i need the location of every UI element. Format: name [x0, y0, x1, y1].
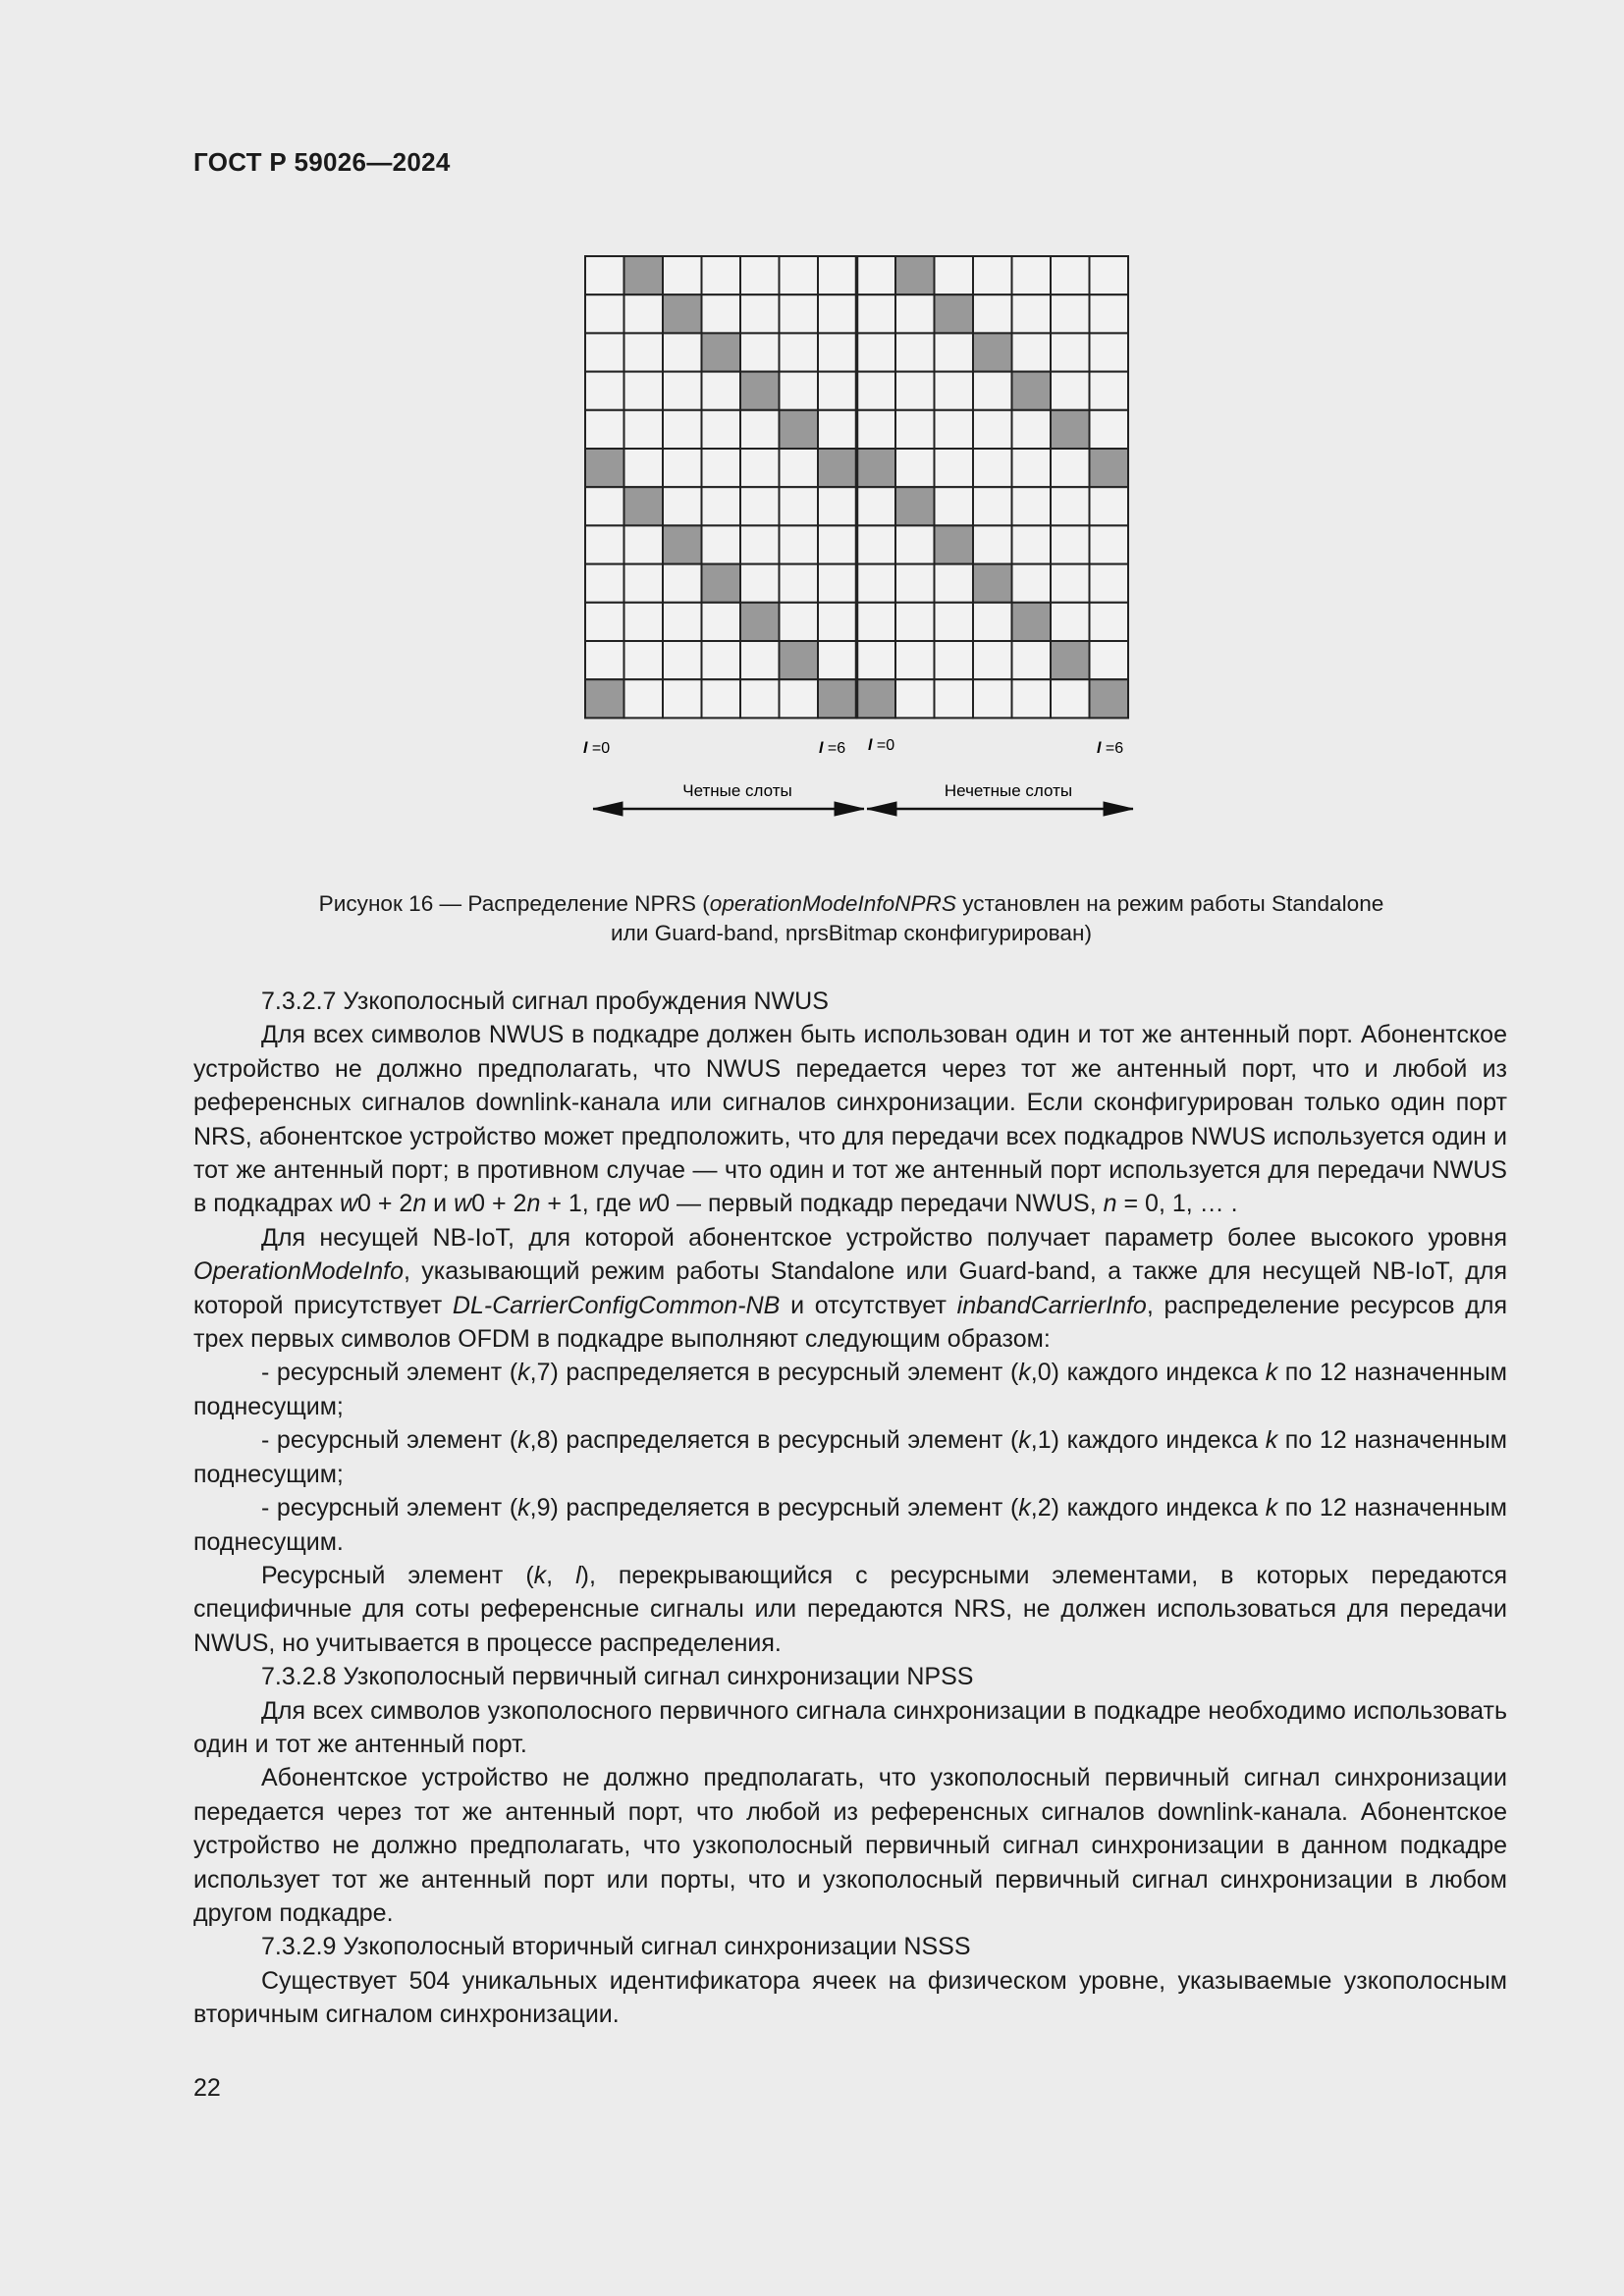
even-slots-arrow — [593, 802, 864, 816]
nprs-cell — [585, 679, 624, 718]
grid-cell — [624, 449, 664, 487]
grid-cell — [973, 294, 1012, 333]
section-title-7327: 7.3.2.7 Узкополосный сигнал пробуждения NWUS — [261, 988, 829, 1015]
grid-cell — [1012, 333, 1052, 371]
grid-cell — [702, 410, 741, 449]
nprs-cell — [663, 525, 702, 563]
nprs-cell — [818, 679, 857, 718]
label-l6-odd: l =6 — [1097, 740, 1124, 757]
grid-cell — [702, 256, 741, 294]
section-title-7328: 7.3.2.8 Узкополосный первичный сигнал синхронизации NPSS — [261, 1663, 974, 1691]
grid-cell — [895, 410, 935, 449]
grid-cell — [935, 333, 974, 371]
nprs-cell — [973, 333, 1012, 371]
grid-cell — [585, 641, 624, 679]
grid-cell — [973, 487, 1012, 525]
grid-cell — [1051, 564, 1090, 603]
grid-cell — [740, 410, 780, 449]
nprs-cell — [585, 449, 624, 487]
paragraph: Ресурсный элемент (k, l), перекрывающийся с ресурсными элементами, в которых передаются специфичные для соты референсные сигналы или передаются NRS, не должен использоваться для передачи NWUS, но учитывается в процессе распределения. — [193, 1561, 1507, 1657]
grid-cell — [818, 564, 857, 603]
grid-cell — [857, 603, 896, 641]
grid-cell — [585, 333, 624, 371]
grid-cell — [1051, 679, 1090, 718]
grid-cell — [973, 449, 1012, 487]
grid-cell — [973, 679, 1012, 718]
grid-cell — [780, 333, 819, 371]
grid-cell — [1051, 449, 1090, 487]
grid-cell — [818, 525, 857, 563]
nprs-cell — [624, 256, 664, 294]
grid-cell — [624, 333, 664, 371]
grid-cell — [780, 449, 819, 487]
grid-cell — [740, 525, 780, 563]
nprs-cell — [780, 641, 819, 679]
grid-cell — [935, 679, 974, 718]
grid-cell — [857, 294, 896, 333]
grid-cell — [585, 487, 624, 525]
grid-cell — [740, 564, 780, 603]
grid-cell — [740, 679, 780, 718]
grid-cell — [857, 525, 896, 563]
grid-cell — [935, 603, 974, 641]
grid-cell — [740, 487, 780, 525]
grid-cell — [702, 525, 741, 563]
grid-cell — [1012, 449, 1052, 487]
list-item: - ресурсный элемент (k,7) распределяется в ресурсный элемент (k,0) каждого индекса k по 12 назначенным поднесущим; — [193, 1359, 1507, 1420]
grid-cell — [895, 333, 935, 371]
grid-cell — [895, 603, 935, 641]
grid-cell — [624, 410, 664, 449]
grid-cell — [1051, 603, 1090, 641]
nprs-cell — [1012, 603, 1052, 641]
grid-cell — [1012, 256, 1052, 294]
grid-cell — [973, 603, 1012, 641]
nprs-cell — [702, 564, 741, 603]
grid-cell — [585, 372, 624, 410]
nprs-cell — [857, 679, 896, 718]
grid-cell — [1012, 641, 1052, 679]
grid-cell — [895, 679, 935, 718]
grid-cell — [1090, 564, 1129, 603]
grid-cell — [663, 372, 702, 410]
grid-cell — [857, 564, 896, 603]
grid-cell — [702, 487, 741, 525]
nprs-cell — [973, 564, 1012, 603]
grid-cell — [1051, 294, 1090, 333]
label-l0-odd: l =0 — [868, 737, 895, 754]
grid-cell — [624, 641, 664, 679]
grid-cell — [1051, 525, 1090, 563]
grid-cell — [818, 487, 857, 525]
nprs-cell — [895, 256, 935, 294]
grid-cell — [624, 294, 664, 333]
grid-cell — [895, 641, 935, 679]
list-item: - ресурсный элемент (k,8) распределяется в ресурсный элемент (k,1) каждого индекса k по 12 назначенным поднесущим; — [193, 1426, 1507, 1488]
grid-cell — [585, 294, 624, 333]
nprs-cell — [780, 410, 819, 449]
figure-caption — [193, 889, 1509, 948]
nprs-cell — [1051, 410, 1090, 449]
grid-cell — [818, 410, 857, 449]
grid-cell — [857, 256, 896, 294]
nprs-cell — [1012, 372, 1052, 410]
grid-cell — [1012, 679, 1052, 718]
paragraph: Абонентское устройство не должно предполагать, что узкополосный первичный сигнал синхронизации передается через тот же антенный порт, что любой из референсных сигналов downlink-канала. Абонентское устройство не должно предполагать, что узкополосный первичный сигнал синхронизации в данном подкадре использует тот же антенный порт или порты, что и узкополосный первичный сигнал синхронизации в любом другом подкадре. — [193, 1764, 1507, 1927]
grid-cell — [624, 372, 664, 410]
grid-cell — [895, 372, 935, 410]
grid-cell — [1012, 294, 1052, 333]
nprs-cell — [1051, 641, 1090, 679]
grid-cell — [663, 679, 702, 718]
label-l6-even: l =6 — [819, 740, 846, 757]
label-even-slots: Четные слоты — [682, 781, 792, 800]
nprs-cell — [624, 487, 664, 525]
nprs-cell — [663, 294, 702, 333]
grid-cell — [935, 256, 974, 294]
grid-cell — [624, 603, 664, 641]
grid-cell — [1051, 487, 1090, 525]
grid-cell — [585, 525, 624, 563]
grid-cell — [780, 564, 819, 603]
caption-line-1: Рисунок 16 — Распределение NPRS (operationModeInfoNPRS установлен на режим работы Standalone — [318, 891, 1384, 916]
grid-cell — [818, 641, 857, 679]
grid-cell — [1012, 564, 1052, 603]
grid-cell — [857, 487, 896, 525]
grid-cell — [1090, 410, 1129, 449]
grid-cell — [780, 256, 819, 294]
grid-cell — [895, 525, 935, 563]
grid-cell — [663, 487, 702, 525]
paragraph: Для несущей NB-IoT, для которой абонентское устройство получает параметр более высокого уровня OperationModeInfo, указывающий режим работы Standalone или Guard-band, а также для несущей NB-IoT, для которой присутствует DL-CarrierConfigCommon-NB и отсутствует inbandCarrierInfo, распределение ресурсов для трех первых символов OFDM в подкадре выполняют следующим образом: — [193, 1223, 1508, 1354]
odd-slots-arrow — [867, 802, 1133, 816]
grid-cell — [740, 333, 780, 371]
nprs-cell — [857, 449, 896, 487]
grid-cell — [818, 294, 857, 333]
grid-cell — [973, 256, 1012, 294]
grid-cell — [857, 641, 896, 679]
grid-cell — [624, 564, 664, 603]
section-title-7329: 7.3.2.9 Узкополосный вторичный сигнал синхронизации NSSS — [261, 1933, 971, 1961]
grid-cell — [857, 410, 896, 449]
document-body — [193, 985, 1507, 2032]
grid-cell — [780, 294, 819, 333]
grid-cell — [624, 679, 664, 718]
grid-cell — [1090, 641, 1129, 679]
grid-cell — [780, 603, 819, 641]
grid-cell — [1090, 256, 1129, 294]
grid-cell — [780, 679, 819, 718]
grid-cell — [818, 333, 857, 371]
grid-cell — [780, 525, 819, 563]
grid-cell — [1090, 333, 1129, 371]
grid-cell — [1090, 487, 1129, 525]
paragraph: Для всех символов NWUS в подкадре должен быть использован один и тот же антенный порт. Абонентское устройство не должно предполагать, что NWUS передается через тот же антенный порт, что и любой из референсных сигналов downlink-канала или сигналов синхронизации. Если сконфигурирован только один порт NRS, абонентское устройство может предположить, что для передачи всех подкадров NWUS используется один и тот же антенный порт; в противном случае — что один и тот же антенный порт используется для передачи NWUS в подкадрах w0 + 2n и w0 + 2n + 1, где w0 — первый подкадр передачи NWUS, n = 0, 1, … . — [193, 1021, 1507, 1218]
grid-cell — [780, 372, 819, 410]
grid-cell — [895, 294, 935, 333]
grid-cell — [740, 641, 780, 679]
grid-cell — [935, 410, 974, 449]
grid-cell — [818, 603, 857, 641]
grid-cell — [1051, 372, 1090, 410]
grid-cell — [702, 641, 741, 679]
grid-cell — [935, 564, 974, 603]
grid-cell — [585, 564, 624, 603]
grid-cell — [1090, 525, 1129, 563]
page-number: 22 — [193, 2074, 221, 2102]
grid-cell — [585, 603, 624, 641]
grid-cell — [973, 641, 1012, 679]
grid-cell — [702, 294, 741, 333]
document-header: ГОСТ Р 59026—2024 — [193, 147, 451, 177]
grid-cell — [702, 449, 741, 487]
resource-grid — [550, 240, 1159, 839]
grid-cell — [973, 525, 1012, 563]
label-odd-slots: Нечетные слоты — [944, 781, 1073, 800]
nprs-cell — [895, 487, 935, 525]
grid-cell — [1012, 410, 1052, 449]
nprs-figure — [550, 240, 1159, 839]
grid-cell — [1090, 294, 1129, 333]
label-l0-even: l =0 — [583, 740, 611, 757]
grid-cell — [1051, 333, 1090, 371]
grid-cell — [740, 256, 780, 294]
grid-cell — [585, 410, 624, 449]
grid-cell — [702, 679, 741, 718]
nprs-cell — [702, 333, 741, 371]
nprs-cell — [1090, 679, 1129, 718]
grid-cell — [857, 333, 896, 371]
nprs-cell — [818, 449, 857, 487]
grid-cell — [702, 603, 741, 641]
grid-cell — [702, 372, 741, 410]
grid-cell — [663, 410, 702, 449]
grid-cell — [935, 449, 974, 487]
grid-cell — [585, 256, 624, 294]
paragraph: Для всех символов узкополосного первичного сигнала синхронизации в подкадре необходимо использовать один и тот же антенный порт. — [193, 1696, 1507, 1758]
grid-cell — [624, 525, 664, 563]
grid-cell — [663, 564, 702, 603]
nprs-cell — [1090, 449, 1129, 487]
grid-cell — [1090, 603, 1129, 641]
nprs-cell — [935, 294, 974, 333]
grid-cell — [973, 372, 1012, 410]
grid-cell — [895, 449, 935, 487]
grid-cell — [663, 256, 702, 294]
grid-cell — [895, 564, 935, 603]
grid-cell — [1012, 525, 1052, 563]
grid-cell — [663, 641, 702, 679]
grid-cell — [740, 449, 780, 487]
grid-cell — [780, 487, 819, 525]
grid-cell — [663, 603, 702, 641]
grid-cell — [663, 333, 702, 371]
grid-cell — [740, 294, 780, 333]
grid-cell — [1051, 256, 1090, 294]
grid-cell — [935, 372, 974, 410]
grid-cell — [973, 410, 1012, 449]
list-item: - ресурсный элемент (k,9) распределяется в ресурсный элемент (k,2) каждого индекса k по 12 назначенным поднесущим. — [193, 1494, 1507, 1556]
grid-cell — [818, 372, 857, 410]
grid-cell — [1012, 487, 1052, 525]
nprs-cell — [935, 525, 974, 563]
caption-line-2: или Guard-band, nprsBitmap сконфигурирован) — [611, 921, 1092, 945]
grid-cell — [663, 449, 702, 487]
nprs-cell — [740, 603, 780, 641]
nprs-cell — [740, 372, 780, 410]
grid-cell — [935, 641, 974, 679]
grid-cell — [1090, 372, 1129, 410]
grid-cell — [935, 487, 974, 525]
grid-cell — [818, 256, 857, 294]
grid-cell — [857, 372, 896, 410]
paragraph: Существует 504 уникальных идентификатора ячеек на физическом уровне, указываемые узкополосным вторичным сигналом синхронизации. — [193, 1966, 1507, 2029]
